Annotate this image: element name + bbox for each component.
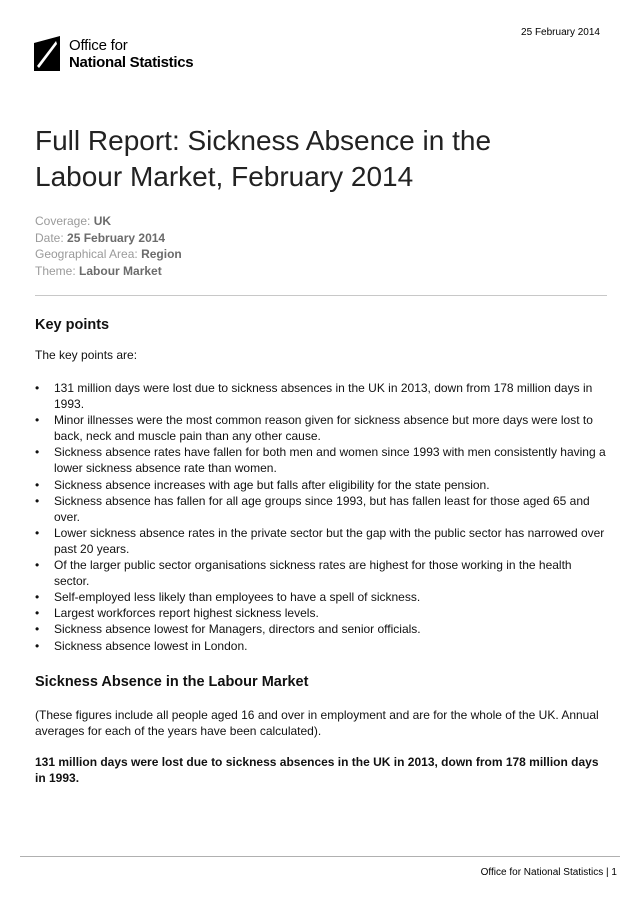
section-lead: 131 million days were lost due to sickness absences in the UK in 2013, down from 178 million days in 1993. xyxy=(35,755,599,785)
list-item xyxy=(35,621,610,637)
meta-theme xyxy=(35,263,182,280)
bullet-icon: • xyxy=(35,493,40,508)
bullet-icon: • xyxy=(35,638,40,653)
logo-line-2: National Statistics xyxy=(69,53,194,71)
key-points-intro: The key points are: xyxy=(35,348,138,362)
report-date: 25 February 2014 xyxy=(521,27,600,38)
list-item-text: Of the larger public sector organisations sickness rates are highest for those working in the health sector. xyxy=(54,558,572,589)
header-divider xyxy=(35,295,607,296)
list-item xyxy=(35,525,610,557)
meta-theme-label: Theme: xyxy=(35,263,76,278)
bullet-icon: • xyxy=(35,590,40,605)
meta-coverage xyxy=(35,213,182,230)
meta-coverage-value: UK xyxy=(93,214,112,228)
page-footer: Office for National Statistics | 1 xyxy=(480,867,617,878)
bullet-icon: • xyxy=(35,413,40,428)
list-item-text: Sickness absence rates have fallen for both men and women since 1993 with men consistently having a lower sickness absence rate than women. xyxy=(54,445,606,476)
report-metadata xyxy=(35,213,182,279)
bullet-icon: • xyxy=(35,477,40,492)
list-item-text: Largest workforces report highest sickness levels. xyxy=(54,606,319,621)
meta-coverage-label: Coverage: xyxy=(35,214,91,228)
meta-geo xyxy=(35,246,182,263)
meta-date-label: Date: xyxy=(35,230,64,245)
bullet-icon: • xyxy=(35,606,40,621)
list-item xyxy=(35,477,610,493)
list-item xyxy=(35,412,610,444)
bullet-icon: • xyxy=(35,622,40,637)
title-line-1: Full Report: Sickness Absence in the xyxy=(35,125,492,156)
bullet-icon: • xyxy=(35,558,40,573)
list-item-text: Sickness absence has fallen for all age groups since 1993, but has fallen least for those aged 65 and over. xyxy=(54,493,590,524)
ons-logo xyxy=(34,36,193,71)
footer-divider xyxy=(20,856,620,857)
list-item-text: Minor illnesses were the most common reason given for sickness absence but more days were lost to back, neck and muscle pain than any other cause. xyxy=(54,413,593,444)
key-points-heading: Key points xyxy=(35,317,110,333)
list-item xyxy=(35,444,610,476)
list-item-text: Sickness absence lowest for Managers, directors and senior officials. xyxy=(54,622,421,637)
key-points-list xyxy=(35,380,610,654)
list-item-text: Lower sickness absence rates in the private sector but the gap with the public sector has narrowed over past 20 years. xyxy=(54,525,605,556)
section-heading: Sickness Absence in the Labour Market xyxy=(35,674,309,690)
logo-wordmark xyxy=(69,37,193,71)
list-item xyxy=(35,557,610,589)
meta-date-value: 25 February 2014 xyxy=(67,230,166,245)
bullet-icon: • xyxy=(35,445,40,460)
list-item xyxy=(35,380,610,412)
logo-line-1: Office for xyxy=(69,36,128,54)
page-title xyxy=(35,123,595,195)
meta-date xyxy=(35,230,182,247)
list-item-text: Sickness absence increases with age but falls after eligibility for the state pension. xyxy=(54,477,490,492)
meta-geo-value: Region xyxy=(141,247,182,261)
list-item xyxy=(35,589,610,605)
section-note: (These figures include all people aged 16 and over in employment and are for the whole of the UK. Annual averages for each of the years have been calculated). xyxy=(35,708,599,738)
list-item xyxy=(35,493,610,525)
list-item-text: Sickness absence lowest in London. xyxy=(54,638,248,653)
bullet-icon: • xyxy=(35,525,40,540)
list-item-text: Self-employed less likely than employees to have a spell of sickness. xyxy=(54,590,421,605)
ons-logo-icon xyxy=(34,36,60,71)
list-item xyxy=(35,605,610,621)
list-item-text: 131 million days were lost due to sickness absences in the UK in 2013, down from 178 million days in 1993. xyxy=(54,381,593,412)
title-line-2: Labour Market, February 2014 xyxy=(35,161,414,192)
meta-geo-label: Geographical Area: xyxy=(35,247,138,261)
bullet-icon: • xyxy=(35,381,40,395)
list-item xyxy=(35,638,610,654)
meta-theme-value: Labour Market xyxy=(79,263,162,278)
